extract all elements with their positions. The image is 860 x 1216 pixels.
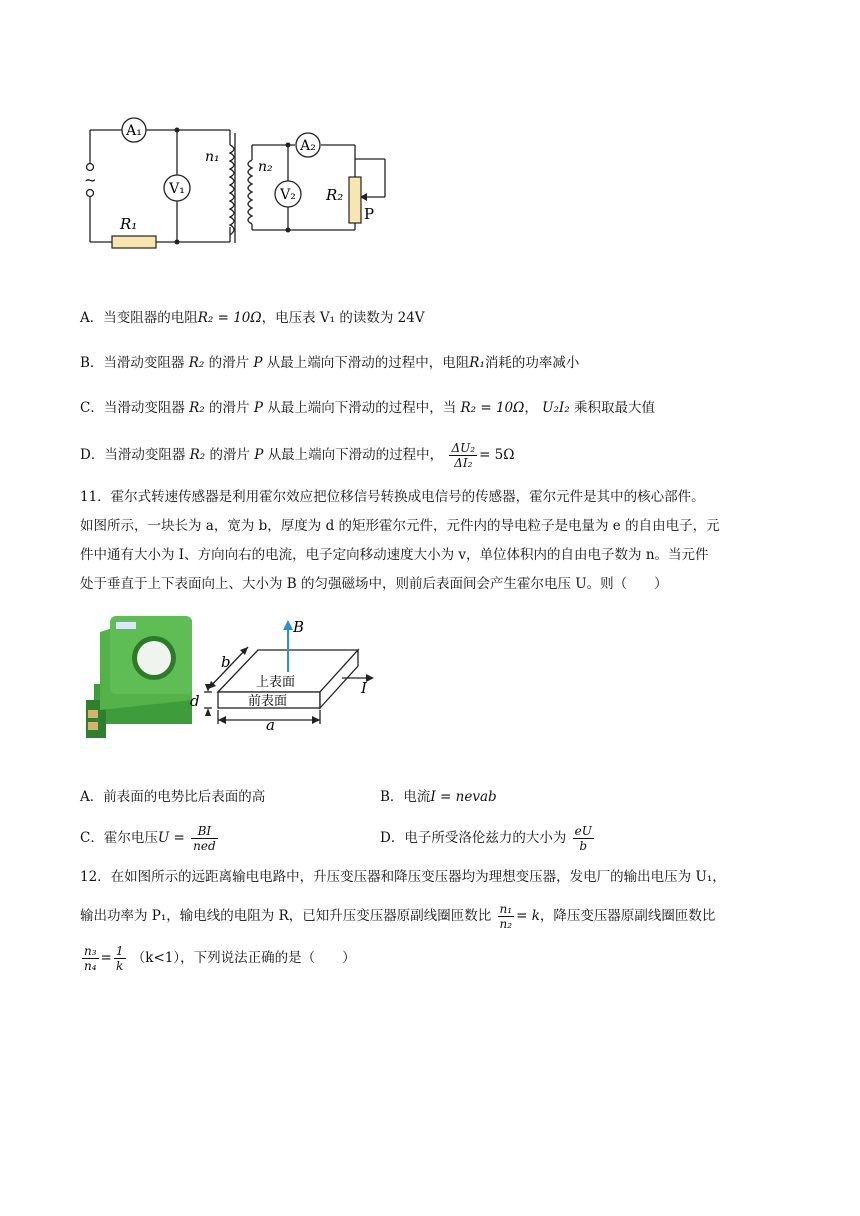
- rheostat-r2: [349, 177, 361, 223]
- q11-stem: 11．霍尔式转速传感器是利用霍尔效应把位移信号转换成电信号的传感器，霍尔元件是其中的核心部件。 如图所示，一块长为 a，宽为 b，厚度为 d 的矩形霍尔元件，元件内的导电粒子是电量为 e 的自由电子，元 件中通有大小为 I、方向向右的电流，电子定向移动速度大小为 v，单位体积内的自由电子数为 n。当元件 处于垂直于上下表面向上、大小为 B 的匀强磁场中，则前后表面间会产生霍尔电压 U。则（ ）: [80, 489, 720, 592]
- fraction-bi-ned: $\frac{BI}{\text{ned}}$: [193, 824, 216, 853]
- label-front-surface: 前表面: [248, 694, 288, 709]
- q10-option-b: B．当滑动变阻器 R₂ 的滑片 P 从最上端向下滑动的过程中，电阻R₁消耗的功率减小: [80, 355, 580, 371]
- label-r2: R₂: [326, 186, 344, 204]
- label-v2: V₂: [280, 187, 296, 203]
- q12-line-1: 12．在如图所示的远距离输电电路中，升压变压器和降压变压器均为理想变压器，发电厂的输出电压为 U₁，: [80, 869, 726, 885]
- fraction-du2-di2: $\frac{\text{ΔU₂}}{\text{ΔI₂}}$: [451, 441, 476, 470]
- ac-source-symbol: ~: [84, 171, 97, 189]
- label-n1: n₁: [205, 149, 220, 165]
- label-a-edge: a: [266, 716, 275, 734]
- q10-option-a: A．当变阻器的电阻R₂ = 10Ω，电压表 V₁ 的读数为 24V: [80, 310, 425, 326]
- label-d-edge: d: [190, 692, 200, 710]
- fraction-1-k: $\frac{1}{k}$: [115, 944, 124, 973]
- hall-sensor-device: [86, 616, 192, 738]
- transformer-circuit-figure: [80, 115, 400, 255]
- fraction-n1-n2: $\frac{\text{n₁}}{\text{n₂}}$: [499, 902, 513, 931]
- q11-option-a: A．前表面的电势比后表面的高: [80, 789, 266, 805]
- q11-option-d: D．电子所受洛伦兹力的大小为 $\frac{eU}{b}$: [380, 824, 592, 853]
- label-current: I: [361, 679, 367, 697]
- label-n2: n₂: [258, 159, 273, 175]
- q12-line-2: 输出功率为 P₁，输电线的电阻为 R，已知升压变压器原副线圈匝数比 $\frac{\text{n₁}}{\text{n₂}}$ = k，降压变压器原副线圈匝数比: [80, 902, 716, 931]
- label-b-field: B: [293, 618, 305, 636]
- label-r1: R₁: [120, 215, 138, 233]
- q10-option-c: C．当滑动变阻器 R₂ 的滑片 P 从最上端向下滑动的过程中，当 R₂ = 10Ω， U₂I₂ 乘积取最大值: [80, 400, 655, 416]
- q11-option-c: C．霍尔电压U = $\frac{BI}{\text{ned}}$: [80, 824, 216, 853]
- q10-option-d: D．当滑动变阻器 R₂ 的滑片 P 从最上端向下滑动的过程中， $\frac{\text{ΔU₂}}{\text{ΔI₂}}$ = 5Ω: [80, 441, 515, 470]
- q11-option-b: B．电流I = nevab: [380, 789, 497, 805]
- label-a2: A₂: [300, 138, 316, 154]
- hall-sensor-figure: [80, 612, 390, 747]
- label-top-surface: 上表面: [256, 675, 296, 690]
- label-v1: V₁: [169, 181, 185, 197]
- label-a1: A₁: [126, 123, 142, 139]
- q12-line-3: $\frac{\text{n₃}}{\text{n₄}}$ = $\frac{1}{k}$ （k<1），下列说法正确的是（ ）: [84, 944, 356, 973]
- fraction-eu-b: $\frac{eU}{b}$: [574, 824, 592, 853]
- resistor-r1: [112, 236, 156, 248]
- label-p: P: [364, 205, 375, 223]
- fraction-n3-n4: $\frac{\text{n₃}}{\text{n₄}}$: [84, 944, 97, 973]
- label-b-edge: b: [221, 653, 231, 671]
